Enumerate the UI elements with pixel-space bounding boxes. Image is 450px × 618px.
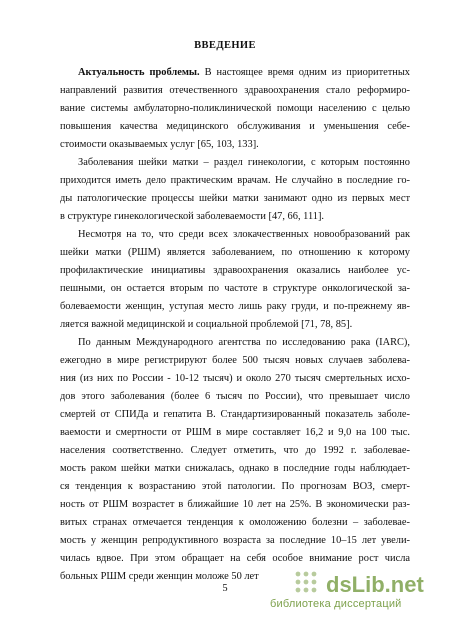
paragraph-2-line-2: приходится иметь дело практическим врачам. Не случайно в последние го- <box>60 175 410 186</box>
paragraph-2-line-3: ды патологические процессы шейки матки занимают одно из первых мест <box>60 193 410 204</box>
paragraph-4-line-6: ваемости и смертности от РШМ в мире составляет 16,2 и 9,0 на 100 тыс. <box>60 427 410 438</box>
paragraph-1-line-1-text: В настоящее время одним из приоритетных <box>204 67 411 78</box>
paragraph-1-line-1 <box>78 67 410 79</box>
paragraph-4-line-2: ежегодно в мире регистрируют более 500 тысяч новых случаев заболева- <box>60 355 410 366</box>
paragraph-3-line-6: ляется важной медицинской и социальной проблемой [71, 78, 85]. <box>60 319 353 330</box>
paragraph-3-line-5: болеваемости женщин, уступая место лишь раку груди, и по-прежнему яв- <box>60 301 410 312</box>
dots-pattern-icon <box>296 572 317 593</box>
paragraph-4-line-5: смертей от СПИДа и гепатита В. Стандартизированный показатель заболе- <box>60 409 410 420</box>
paragraph-2-line-4: в структуре гинекологической заболеваемости [47, 66, 111]. <box>60 211 325 222</box>
paragraph-3-line-3: профилактические инициативы здравоохранения оказались наиболее ус- <box>60 265 410 276</box>
paragraph-4-line-1: По данным Международного агентства по исследованию рака (IARC), <box>78 337 410 348</box>
paragraph-3-line-4: пешными, он остается вторым по частоте в структуре онкологической за- <box>60 283 410 294</box>
paragraph-1-line-5: стоимости оказываемых услуг [65, 103, 133]. <box>60 139 259 150</box>
dslib-logo-text: dsLib.net <box>326 572 424 597</box>
dslib-logo-graphic <box>292 566 442 600</box>
paragraph-3-line-2: шейки матки (РШМ) является заболеванием, по отношению к которому <box>60 247 410 258</box>
paragraph-4-line-3: ния (из них по России - 10-12 тысяч) и около 270 тысяч смертельных исхо- <box>60 373 410 384</box>
page-number: 5 <box>222 583 228 594</box>
paragraph-4-line-10: ность от РШМ возрастет в ближайшие 10 лет на 25%. В экономически раз- <box>60 499 410 510</box>
paragraph-3-line-1: Несмотря на то, что среди всех злокачественных новообразований рак <box>78 229 410 240</box>
paragraph-1-line-2: направлений развития отечественного здравоохранения стало реформиро- <box>60 85 410 96</box>
dslib-logo <box>292 566 442 618</box>
paragraph-2-line-1: Заболевания шейки матки – раздел гинекологии, с которым постоянно <box>78 157 410 168</box>
relevance-lead: Актуальность проблемы. <box>78 67 200 78</box>
dslib-tagline: библиотека диссертаций <box>270 598 402 610</box>
paragraph-4-line-14: больных РШМ среди женщин моложе 50 лет <box>60 571 259 582</box>
page-heading: ВВЕДЕНИЕ <box>194 40 256 51</box>
paragraph-4-line-7: населения соответственно. Следует отметить, что до 1992 г. заболевае- <box>60 445 410 456</box>
paragraph-4-line-12: мость у женщин репродуктивного возраста за последние 10–15 лет увели- <box>60 535 410 546</box>
paragraph-4-line-9: ся тенденция к возрастанию этой патологии. По прогнозам ВОЗ, смерт- <box>60 481 410 492</box>
paragraph-1-line-3: вание системы амбулаторно-поликлинической помощи населению с целью <box>60 103 410 114</box>
paragraph-4-line-11: витых странах отмечается тенденция к омоложению болезни – заболевае- <box>60 517 410 528</box>
paragraph-4-line-4: дов этого заболевания (более 6 тысяч по России), что превышает число <box>60 391 410 402</box>
paragraph-1-line-4: повышения качества медицинского обслуживания и уменьшения себе- <box>60 121 410 132</box>
paragraph-4-line-8: мость раком шейки матки снижалась, однако в последние годы наблюдает- <box>60 463 410 474</box>
paragraph-4-line-13: чилась вдвое. При этом обращает на себя особое внимание рост числа <box>60 553 410 564</box>
